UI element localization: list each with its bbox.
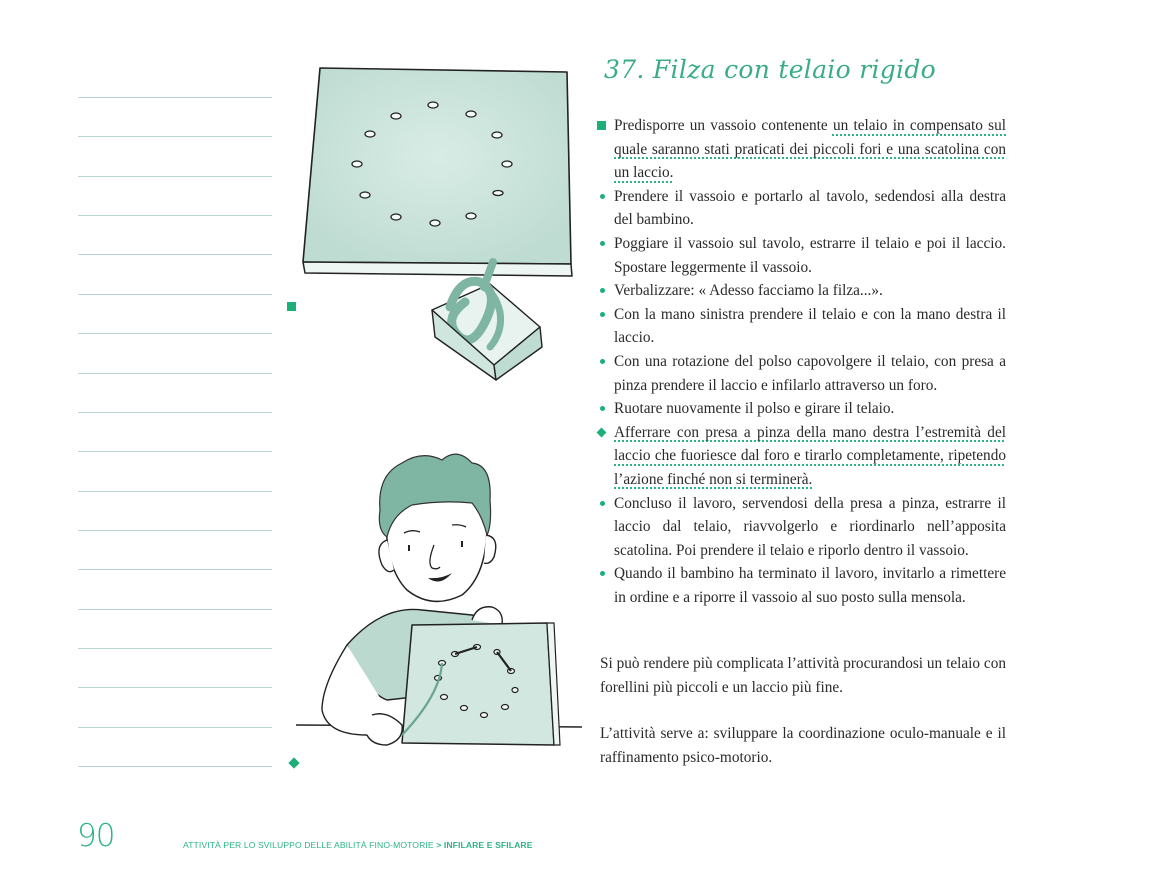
step-item: Verbalizzare: « Adesso facciamo la filza...». xyxy=(614,279,1006,303)
child-threading-illustration xyxy=(292,445,588,755)
square-bullet-icon xyxy=(597,121,606,130)
note-line xyxy=(78,294,272,295)
activity-title: 37. Filza con telaio rigido xyxy=(604,55,937,84)
note-line xyxy=(78,727,272,728)
frame-and-lace-box-illustration xyxy=(295,62,585,382)
variation-paragraph: Si può rendere più complicata l’attività procurandosi un telaio con forellini più piccoli e un laccio più fine. xyxy=(600,655,1006,696)
step-item: Prendere il vassoio e portarlo al tavolo, sedendosi alla destra del bambino. xyxy=(614,185,1006,232)
dot-bullet-icon xyxy=(600,501,605,506)
step-item: Poggiare il vassoio sul tavolo, estrarre il telaio e poi il laccio. Spostare leggermente il vassoio. xyxy=(614,232,1006,279)
dot-bullet-icon xyxy=(600,406,605,411)
note-line xyxy=(78,687,272,688)
step-item: Con una rotazione del polso capovolgere il telaio, con presa a pinza prendere il laccio e infilarlo attraverso un foro. xyxy=(614,350,1006,397)
page-number: 90 xyxy=(77,818,115,854)
dot-bullet-icon xyxy=(600,571,605,576)
note-line xyxy=(78,648,272,649)
note-line xyxy=(78,530,272,531)
step-item: Quando il bambino ha terminato il lavoro, invitarlo a rimettere in ordine e a riporre il vassoio al suo posto sulla mensola. xyxy=(614,562,1006,609)
note-line xyxy=(78,373,272,374)
note-line xyxy=(78,176,272,177)
footer-section: ATTIVITÀ PER LO SVILUPPO DELLE ABILITÀ FINO-MOTORIE xyxy=(183,840,434,850)
footer-subsection: INFILARE E SFILARE xyxy=(443,840,533,850)
diamond-marker-icon xyxy=(288,757,299,768)
note-line xyxy=(78,97,272,98)
note-line xyxy=(78,254,272,255)
dot-bullet-icon xyxy=(600,241,605,246)
note-line xyxy=(78,412,272,413)
note-line xyxy=(78,766,272,767)
dot-bullet-icon xyxy=(600,312,605,317)
highlighted-text: un telaio in compensato sul quale saranno stati praticati dei piccoli fori e una scatolina con un laccio. xyxy=(614,117,1006,182)
instruction-steps xyxy=(614,114,1006,609)
note-line xyxy=(78,451,272,452)
step-item: Concluso il lavoro, servendosi della presa a pinza, estrarre il laccio dal telaio, riavvolgerlo e riordinarlo nell’apposita scatolina. Poi prendere il telaio e riporlo dentro il vassoio. xyxy=(614,492,1006,563)
note-line xyxy=(78,215,272,216)
note-line xyxy=(78,569,272,570)
step-item: Predisporre un vassoio contenente un telaio in compensato sul quale saranno stati praticati dei piccoli fori e una scatolina con un laccio. xyxy=(614,114,1006,185)
step-item xyxy=(614,421,1006,492)
dot-bullet-icon xyxy=(600,194,605,199)
step-item: Ruotare nuovamente il polso e girare il telaio. xyxy=(614,397,1006,421)
running-footer xyxy=(183,840,533,850)
purpose-paragraph: L’attività serve a: sviluppare la coordinazione oculo-manuale e il raffinamento psico-motorio. xyxy=(600,725,1006,766)
step-item: Con la mano sinistra prendere il telaio e con la mano destra il laccio. xyxy=(614,303,1006,350)
highlighted-text: Afferrare con presa a pinza della mano destra l’estremità del laccio che fuoriesce dal foro e tirarlo completamente, ripetendo l’azione finché non si terminerà. xyxy=(614,423,1006,488)
note-line xyxy=(78,136,272,137)
note-line xyxy=(78,609,272,610)
footer-separator: > xyxy=(436,840,442,850)
note-line xyxy=(78,491,272,492)
note-line xyxy=(78,333,272,334)
dot-bullet-icon xyxy=(600,288,605,293)
dot-bullet-icon xyxy=(600,359,605,364)
diamond-bullet-icon xyxy=(597,427,607,437)
